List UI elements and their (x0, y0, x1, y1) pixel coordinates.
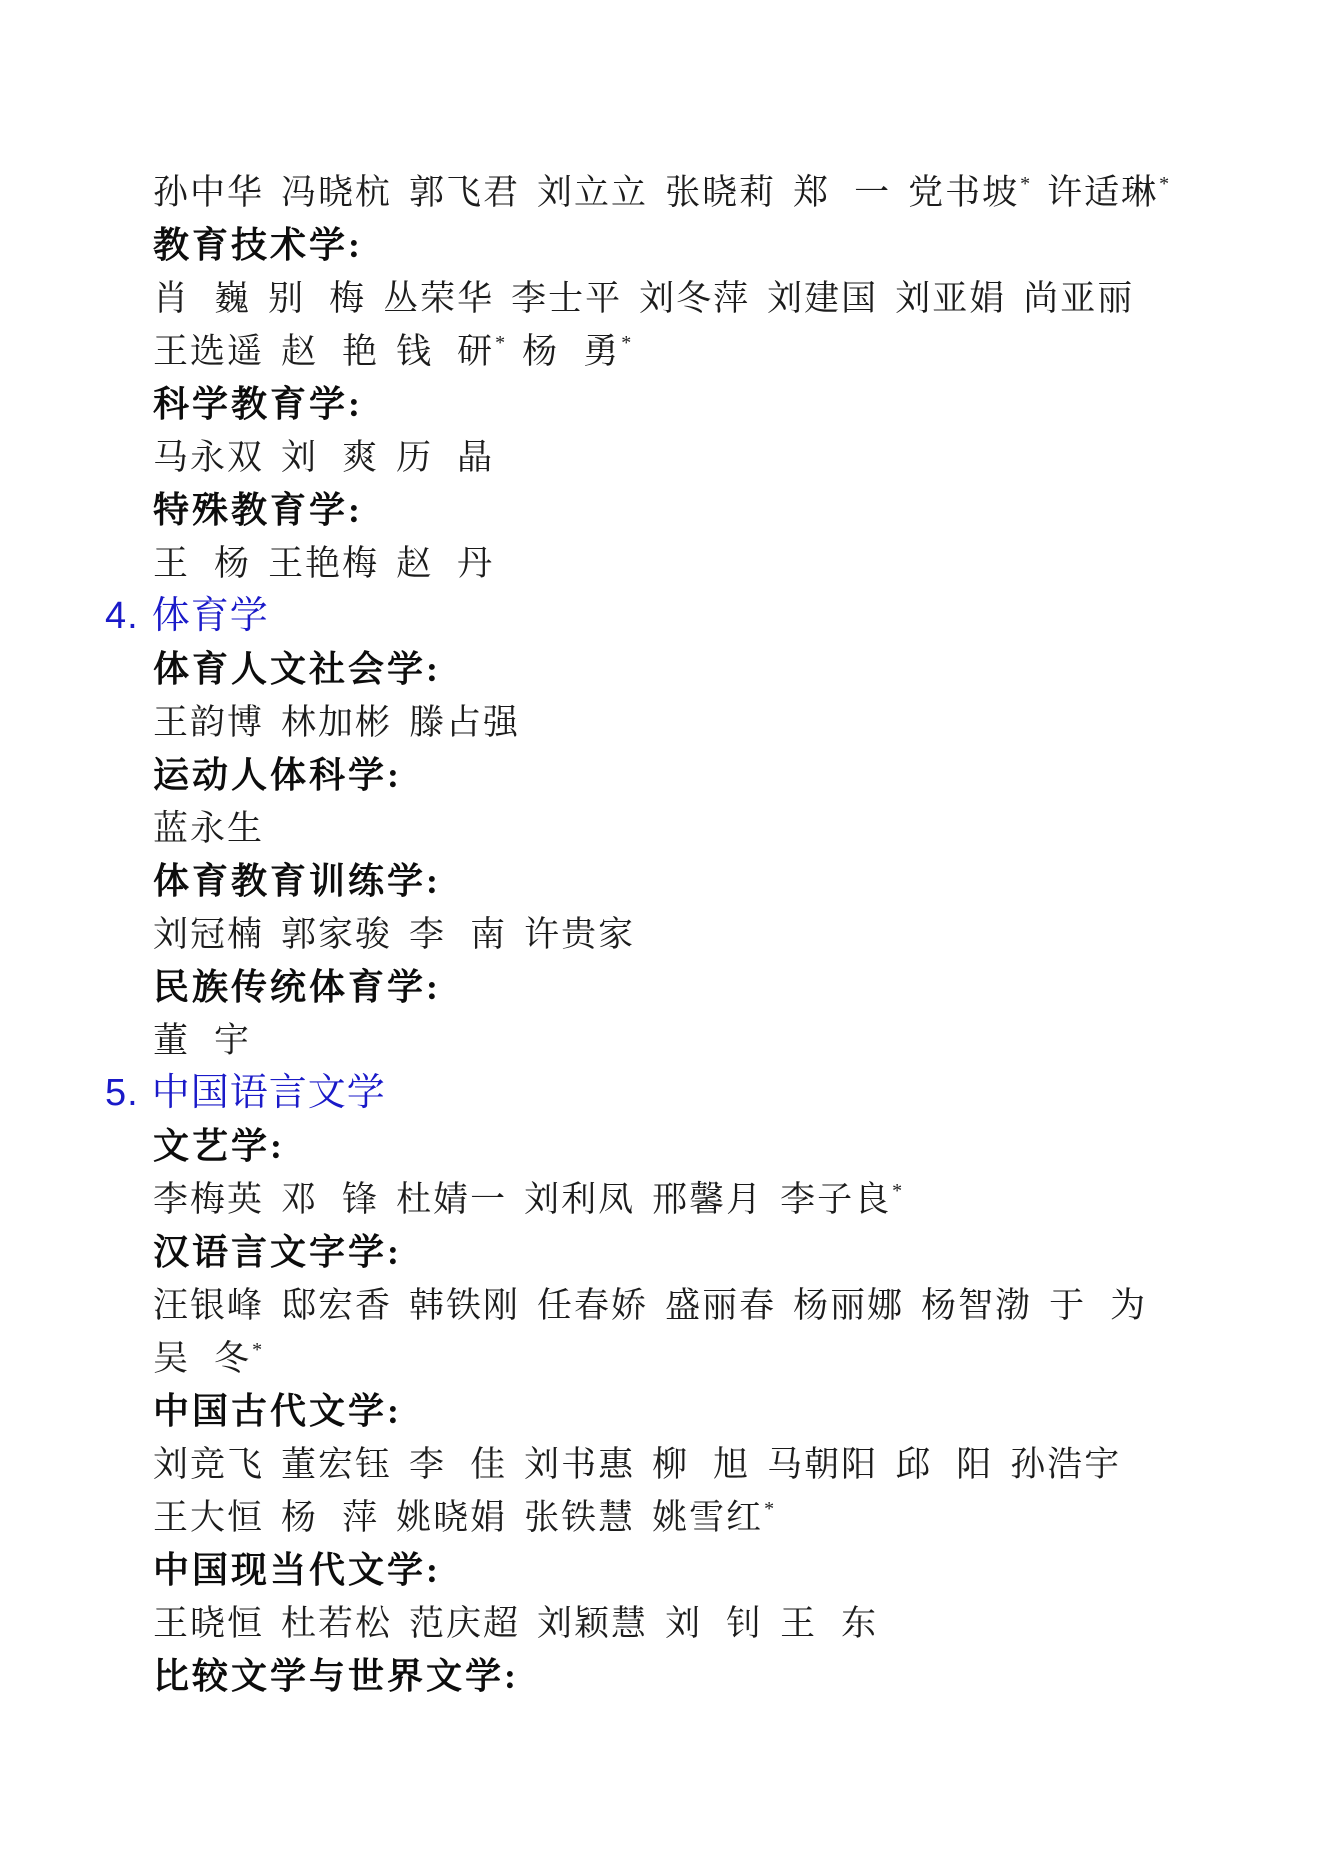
person-name: 党书坡* (908, 173, 1031, 212)
names-line (0, 1332, 1322, 1385)
names-line (0, 166, 1322, 219)
names-line (0, 537, 1322, 590)
person-name: 杜婧一 (396, 1180, 508, 1219)
specialty-label: 民族传统体育学: (153, 967, 441, 1007)
person-name: 王选遥 (153, 332, 265, 371)
person-name: 刘冠楠 (153, 915, 265, 954)
person-name: 别 梅 (268, 279, 367, 318)
names-line (0, 431, 1322, 484)
specialty-label: 文艺学: (153, 1126, 285, 1166)
specialty-label: 特殊教育学: (153, 490, 363, 530)
person-name: 刘 爽 (281, 438, 380, 477)
person-name: 姚晓娟 (396, 1498, 508, 1537)
specialty-heading (0, 1385, 1322, 1438)
names-line (0, 1279, 1322, 1332)
person-name: 刘书惠 (524, 1445, 636, 1484)
names-line (0, 1438, 1322, 1491)
specialty-label: 比较文学与世界文学: (153, 1656, 519, 1696)
specialty-heading (0, 961, 1322, 1014)
person-name: 杨 萍 (281, 1498, 380, 1537)
supervisor-mark-icon: * (495, 332, 506, 354)
person-name: 李 南 (409, 915, 508, 954)
person-name: 王 杨 (153, 544, 252, 583)
person-name: 丛荣华 (383, 279, 495, 318)
person-name: 郭飞君 (409, 173, 521, 212)
person-name: 杨智渤 (921, 1286, 1033, 1325)
person-name: 许贵家 (524, 915, 636, 954)
section-title: 体育学 (151, 595, 269, 637)
supervisor-mark-icon: * (1159, 173, 1170, 195)
person-name: 董 宇 (153, 1021, 252, 1060)
person-name: 刘建国 (767, 279, 879, 318)
person-name: 赵 艳 (281, 332, 380, 371)
person-name: 滕占强 (409, 703, 521, 742)
specialty-label: 体育人文社会学: (153, 649, 441, 689)
person-name: 邓 锋 (281, 1180, 380, 1219)
person-name: 杨 勇* (522, 332, 632, 371)
section-number: 5. (105, 1072, 139, 1114)
specialty-heading (0, 378, 1322, 431)
person-name: 邢馨月 (652, 1180, 764, 1219)
names-line (0, 272, 1322, 325)
person-name: 范庆超 (409, 1604, 521, 1643)
person-name: 刘竞飞 (153, 1445, 265, 1484)
supervisor-mark-icon: * (252, 1339, 263, 1361)
person-name: 刘 钊 (665, 1604, 764, 1643)
person-name: 王晓恒 (153, 1604, 265, 1643)
specialty-label: 汉语言文字学: (153, 1232, 402, 1272)
person-name: 林加彬 (281, 703, 393, 742)
supervisor-mark-icon: * (621, 332, 632, 354)
person-name: 盛丽春 (665, 1286, 777, 1325)
supervisor-mark-icon: * (1020, 173, 1031, 195)
person-name: 李子良* (780, 1180, 903, 1219)
specialty-heading (0, 1650, 1322, 1703)
person-name: 王 东 (780, 1604, 879, 1643)
person-name: 姚雪红* (652, 1498, 775, 1537)
person-name: 刘颖慧 (537, 1604, 649, 1643)
person-name: 郑 一 (793, 173, 892, 212)
person-name: 钱 研* (396, 332, 506, 371)
person-name: 蓝永生 (153, 809, 265, 848)
specialty-label: 中国古代文学: (153, 1391, 402, 1431)
specialty-heading (0, 643, 1322, 696)
specialty-heading (0, 1120, 1322, 1173)
person-name: 赵 丹 (396, 544, 495, 583)
person-name: 刘利凤 (524, 1180, 636, 1219)
person-name: 任春娇 (537, 1286, 649, 1325)
document-content (0, 166, 1322, 1703)
person-name: 孙中华 (153, 173, 265, 212)
person-name: 历 晶 (396, 438, 495, 477)
person-name: 刘立立 (537, 173, 649, 212)
specialty-heading (0, 219, 1322, 272)
person-name: 冯晓杭 (281, 173, 393, 212)
section-title: 中国语言文学 (151, 1072, 386, 1114)
person-name: 王韵博 (153, 703, 265, 742)
names-line (0, 1491, 1322, 1544)
person-name: 王艳梅 (268, 544, 380, 583)
specialty-label: 中国现当代文学: (153, 1550, 441, 1590)
person-name: 李 佳 (409, 1445, 508, 1484)
person-name: 张晓莉 (665, 173, 777, 212)
specialty-heading (0, 855, 1322, 908)
names-line (0, 908, 1322, 961)
specialty-heading (0, 1226, 1322, 1279)
specialty-label: 教育技术学: (153, 225, 363, 265)
person-name: 杨丽娜 (793, 1286, 905, 1325)
person-name: 马朝阳 (767, 1445, 879, 1484)
section-number: 4. (105, 595, 139, 637)
person-name: 肖 巍 (153, 279, 252, 318)
section-heading (0, 1067, 1322, 1120)
section-heading (0, 590, 1322, 643)
person-name: 王大恒 (153, 1498, 265, 1537)
person-name: 杜若松 (281, 1604, 393, 1643)
names-line (0, 1014, 1322, 1067)
specialty-label: 体育教育训练学: (153, 861, 441, 901)
person-name: 郭家骏 (281, 915, 393, 954)
names-line (0, 1597, 1322, 1650)
person-name: 韩铁刚 (409, 1286, 521, 1325)
person-name: 刘亚娟 (895, 279, 1007, 318)
specialty-heading (0, 484, 1322, 537)
person-name: 邱 阳 (895, 1445, 994, 1484)
person-name: 张铁慧 (524, 1498, 636, 1537)
person-name: 于 为 (1049, 1286, 1148, 1325)
specialty-label: 科学教育学: (153, 384, 363, 424)
person-name: 李梅英 (153, 1180, 265, 1219)
specialty-heading (0, 1544, 1322, 1597)
names-line (0, 325, 1322, 378)
person-name: 尚亚丽 (1023, 279, 1135, 318)
names-line (0, 696, 1322, 749)
specialty-label: 运动人体科学: (153, 755, 402, 795)
person-name: 柳 旭 (652, 1445, 751, 1484)
person-name: 邸宏香 (281, 1286, 393, 1325)
person-name: 马永双 (153, 438, 265, 477)
supervisor-mark-icon: * (892, 1180, 903, 1202)
names-line (0, 1173, 1322, 1226)
supervisor-mark-icon: * (764, 1498, 775, 1520)
person-name: 孙浩宇 (1010, 1445, 1122, 1484)
person-name: 刘冬萍 (639, 279, 751, 318)
person-name: 汪银峰 (153, 1286, 265, 1325)
person-name: 董宏钰 (281, 1445, 393, 1484)
specialty-heading (0, 749, 1322, 802)
person-name: 李士平 (511, 279, 623, 318)
names-line (0, 802, 1322, 855)
person-name: 许适琳* (1047, 173, 1170, 212)
person-name: 吴 冬* (153, 1339, 263, 1378)
